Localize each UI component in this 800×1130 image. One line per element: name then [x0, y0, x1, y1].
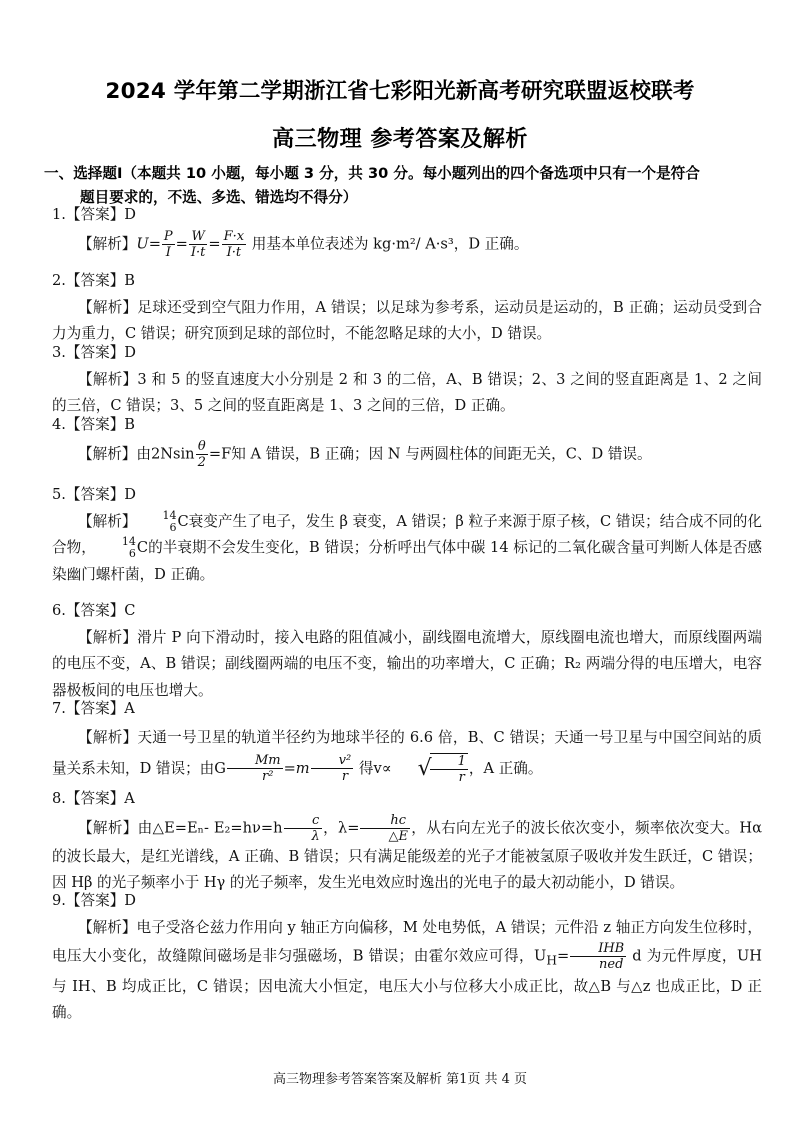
- q7-fraction-mm-r2: [227, 753, 283, 784]
- question-6: [52, 598, 762, 704]
- q1-f2-den: I·t: [190, 244, 206, 260]
- q1-answer: 1.【答案】D: [52, 206, 136, 223]
- q7-answer: 7.【答案】A: [52, 700, 135, 717]
- q9-fraction-ihb-ned: [570, 941, 626, 972]
- q5-mass-number-a: 14: [162, 508, 177, 522]
- q7-f1-den: r²: [262, 769, 274, 784]
- q4-f-den: 2: [197, 454, 206, 470]
- q7-f2-num: v²: [311, 753, 354, 769]
- exam-title: 2024 学年第二学期浙江省七彩阳光新高考研究联盟返校联考: [105, 79, 695, 104]
- q8-answer: 8.【答案】A: [52, 790, 135, 807]
- q1-f2-num: W: [189, 229, 208, 245]
- q9-f-num: IHB: [570, 941, 626, 957]
- page-footer: 高三物理参考答案答案及解析 第1页 共 4 页: [272, 1072, 528, 1087]
- q4-fraction-theta-2: [196, 439, 208, 470]
- q8-f2-num: hc: [360, 813, 410, 829]
- q5-atomic-number-a: 6: [169, 520, 177, 534]
- q4-lead: 【解析】由2Nsin: [78, 445, 195, 462]
- q4-answer: 4.【答案】B: [52, 416, 136, 433]
- q5-nuclide-c14-a: [136, 510, 176, 534]
- question-4: [52, 412, 762, 470]
- question-5: [52, 482, 762, 588]
- q7-part1: 【解析】天通一号卫星的轨道半径约为地球半径的 6.6 倍，B、C 错误；天通一号卫星与中国空间站的质量关系未知，D 错误；由G: [52, 728, 762, 777]
- q7-fraction-v2-r: [311, 753, 354, 784]
- question-8: [52, 786, 762, 897]
- question-9: [52, 888, 762, 1027]
- q1-fraction-w-it: [189, 229, 208, 260]
- q9-answer: 9.【答案】D: [52, 892, 136, 909]
- q9-eq: =: [556, 947, 570, 965]
- q8-f1-num: c: [284, 813, 322, 829]
- q9-f-den: ned: [599, 957, 624, 972]
- q8-fraction-hc-deltae: [360, 813, 410, 844]
- q8-rest: ，从右向左光子的波长依次变小，频率依次变大。Hα 的波长最大，是红光谱线，A 正确、B 错误；只有满足能级差的光子才能被氢原子吸收并发生跃迁，C 错误；因 Hβ 的光子频率小于 Hγ 的光子频率，发生光电效应时逸出的光电子的最大初动能小，D 错误。: [52, 819, 762, 891]
- q8-f2-den: △E: [388, 828, 408, 844]
- q9-part1: 【解析】电子受洛仑兹力作用向 y 轴正方向偏移，M 处电势低，A 错误；元件沿 z 轴正方向发生位移时，电压大小变化，故缝隙间磁场是非匀强磁场，B 错误；由霍尔效应可得，U: [52, 918, 762, 965]
- section-heading-line1: 一、选择题Ⅰ（本题共 10 小题，每小题 3 分，共 30 分。每小题列出的四个备选项中只有一个是符合: [44, 165, 700, 182]
- q4-f-num: θ: [196, 439, 208, 455]
- q1-eq3: =: [208, 235, 221, 252]
- q2-answer: 2.【答案】B: [52, 272, 136, 289]
- q3-answer: 3.【答案】D: [52, 344, 136, 361]
- q7-sqrt-1-over-r: [392, 753, 469, 785]
- q1-explanation: [52, 229, 762, 260]
- section-heading-line2: 题目要求的，不选、多选、错选均不得分）: [80, 189, 358, 206]
- q1-lead: 【解析】: [78, 235, 137, 252]
- q8-fraction-c-lambda: [284, 813, 322, 844]
- q5-lead: 【解析】: [78, 512, 137, 530]
- q9-rest: d 为元件厚度，UH 与 IH、B 均成正比，C 错误；因电流大小恒定，电压大小与位移大小成正比，故△B 与△z 也成正比，D 正确。: [52, 947, 762, 1022]
- q7-mid: 得v∝: [354, 759, 392, 777]
- q1-f3-den: I·t: [226, 244, 242, 260]
- q8-f1-den: λ: [311, 828, 320, 844]
- q8-explanation: [52, 813, 762, 897]
- question-7: [52, 696, 762, 785]
- question-1: [52, 202, 762, 260]
- q1-rest: 用基本单位表述为 kg·m²/ A·s³，D 正确。: [247, 235, 529, 252]
- q9-explanation: [52, 915, 762, 1027]
- q7-f3-num: 1: [430, 754, 468, 770]
- question-2: [52, 268, 762, 348]
- q1-fraction-fx-it: [222, 229, 246, 260]
- q7-eq: =m: [283, 759, 310, 777]
- q5-part1: C衰变产生了电子，发生 β 衰变，A 错误；β 粒子来源于原子核，C 错误；结合成不同的化合物，: [52, 512, 762, 556]
- q7-rest: ，A 正确。: [468, 759, 543, 777]
- q7-fraction-1-r: [430, 753, 468, 785]
- q5-mass-number-b: 14: [121, 535, 136, 548]
- q4-rest: =F知 A 错误，B 正确；因 N 与两圆柱体的间距无关，C、D 错误。: [208, 445, 652, 462]
- q7-f2-den: r: [341, 769, 349, 784]
- q5-atomic-number-b: 6: [128, 547, 136, 560]
- q8-lead: 【解析】由△E=Eₙ- E₂=hν=h: [78, 819, 283, 836]
- sqrt-sign-icon: √: [417, 755, 432, 781]
- q5-explanation: [52, 509, 762, 589]
- q5-nuclide-c14-b: [96, 536, 136, 560]
- q1-eq2: =: [175, 235, 188, 252]
- q5-part2: C的半衰期不会发生变化，B 错误；分析呼出气体中碳 14 标记的二氧化碳含量可判断人体是否感染幽门螺杆菌，D 正确。: [52, 539, 762, 583]
- q2-explanation: 【解析】足球还受到空气阻力作用，A 错误；以足球为参考系，运动员是运动的，B 正确；运动员受到合力为重力，C 错误；研究顶到足球的部位时，不能忽略足球的大小，D 错误。: [52, 298, 762, 342]
- q3-explanation: 【解析】3 和 5 的竖直速度大小分别是 2 和 3 的二倍，A、B 错误；2、3 之间的竖直距离是 1、2 之间的三倍，C 错误；3、5 之间的竖直距离是 1、3 之间的三倍，D 正确。: [52, 370, 762, 414]
- q4-explanation: [52, 439, 762, 470]
- q7-f1-num: Mm: [227, 753, 283, 769]
- q6-explanation: 【解析】滑片 P 向下滑动时，接入电路的阻值减小，副线圈电流增大，原线圈电流也增大，而原线圈两端的电压不变，A、B 错误；副线圈两端的电压不变，输出的功率增大，C 正确；R₂ 两端分得的电压增大，电容器极板间的电压也增大。: [52, 628, 762, 699]
- q9-sub-h: H: [546, 953, 557, 968]
- q1-u-eq: U=: [136, 235, 161, 252]
- q8-mid: ，λ=: [322, 819, 360, 836]
- q1-fraction-p-i: [162, 229, 175, 260]
- exam-subtitle: 高三物理 参考答案及解析: [272, 127, 528, 152]
- q1-f3-num: F·x: [223, 228, 245, 244]
- q6-answer: 6.【答案】C: [52, 602, 136, 619]
- q1-f1-den: I: [165, 244, 171, 260]
- q7-explanation: [52, 723, 762, 785]
- question-3: [52, 340, 762, 420]
- q5-answer: 5.【答案】D: [52, 486, 136, 503]
- q1-f1-num: P: [163, 228, 173, 244]
- q7-f3-den: r: [458, 769, 465, 785]
